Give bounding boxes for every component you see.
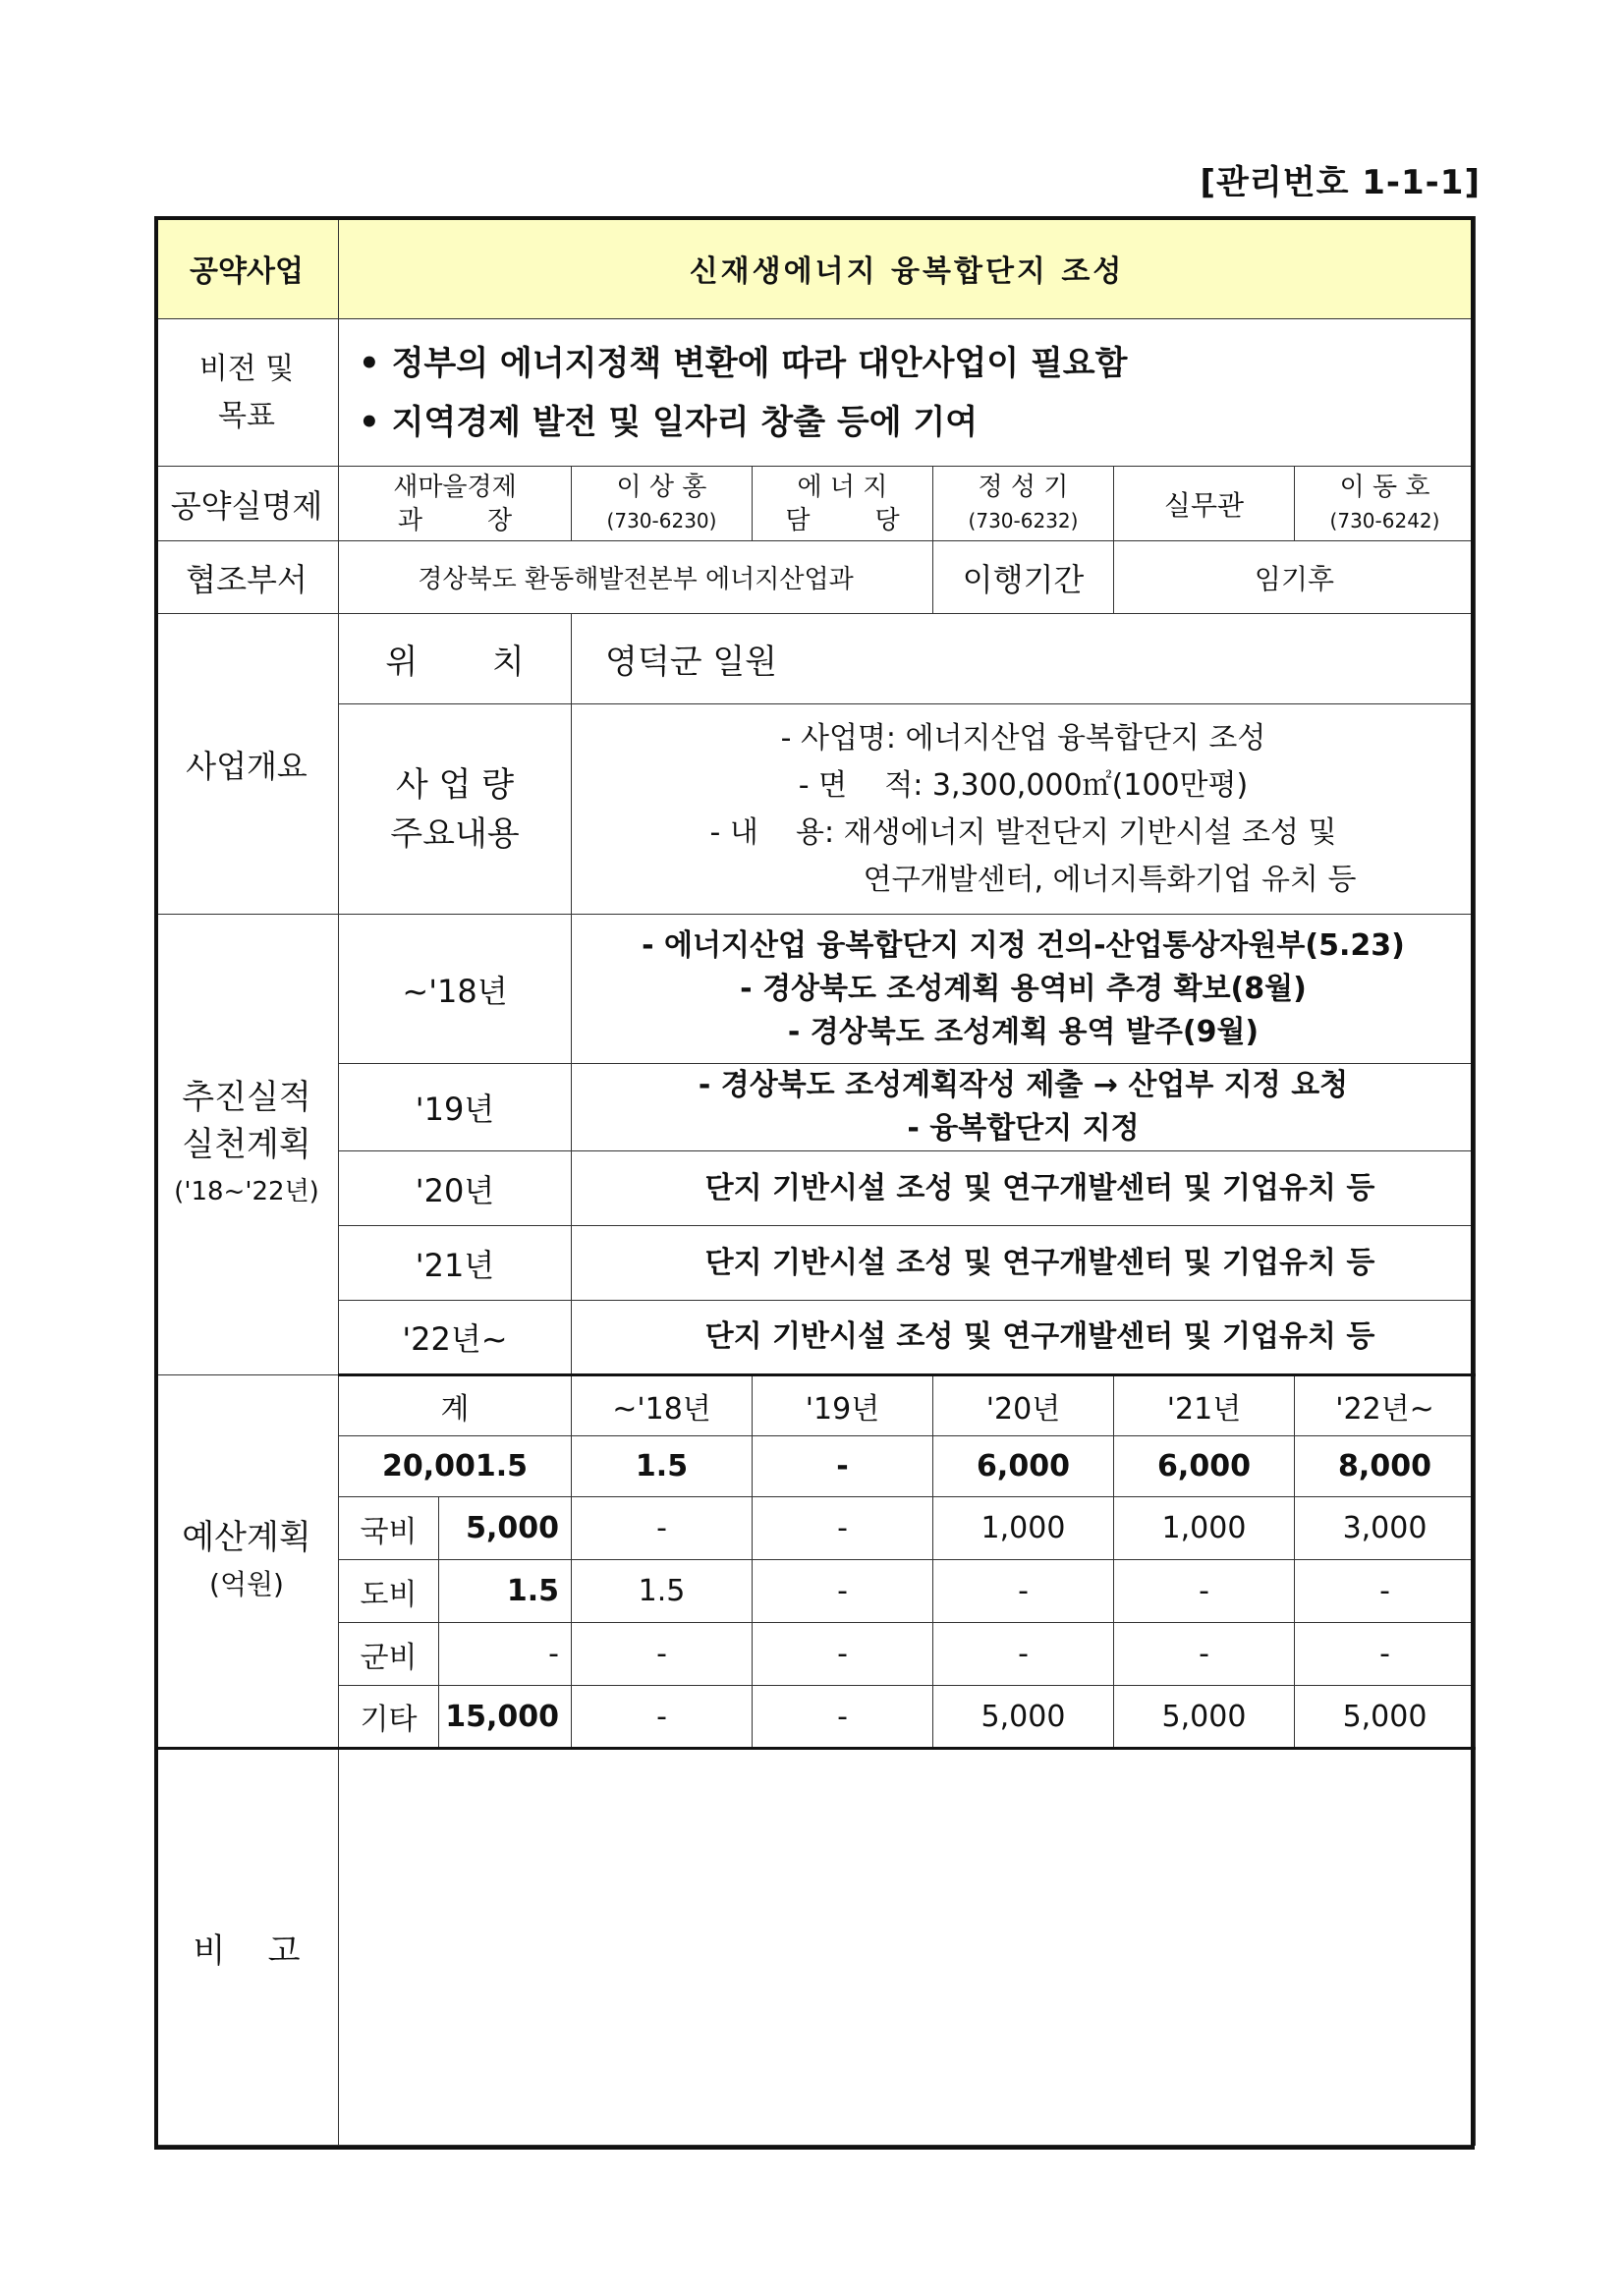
budget-cell: - bbox=[572, 1686, 753, 1749]
progress-content: 단지 기반시설 조성 및 연구개발센터 및 기업유치 등 bbox=[572, 1226, 1476, 1301]
scope-content bbox=[572, 704, 1476, 915]
budget-cell: - bbox=[1114, 1560, 1295, 1623]
budget-cell: 3,000 bbox=[1295, 1497, 1476, 1560]
budget-cell: - bbox=[753, 1623, 933, 1686]
progress-content: 단지 기반시설 조성 및 연구개발센터 및 기업유치 등 bbox=[572, 1301, 1476, 1375]
budget-cell: - bbox=[572, 1623, 753, 1686]
vision-label: 비전 및 목표 bbox=[155, 319, 339, 467]
budget-row-total: 5,000 bbox=[439, 1497, 572, 1560]
budget-label: 예산계획 (억원) bbox=[155, 1375, 339, 1749]
vision-item: • 지역경제 발전 및 일자리 창출 등에 기여 bbox=[359, 402, 979, 442]
period-label: 이행기간 bbox=[933, 541, 1114, 614]
scope-line: 연구개발센터, 에너지특화기업 유치 등 bbox=[863, 862, 1357, 897]
budget-header: '21년 bbox=[1114, 1375, 1295, 1436]
progress-item: - 에너지산업 융복합단지 지정 건의-산업통상자원부(5.23) bbox=[642, 927, 1405, 963]
overview-label: 사업개요 bbox=[155, 614, 339, 915]
budget-cell: - bbox=[753, 1686, 933, 1749]
progress-year: ~'18년 bbox=[339, 915, 572, 1064]
progress-year: '22년~ bbox=[339, 1301, 572, 1375]
budget-total: 6,000 bbox=[933, 1436, 1114, 1497]
budget-row-name: 국비 bbox=[339, 1497, 439, 1560]
progress-item: - 경상북도 조성계획 용역비 추경 확보(8월) bbox=[740, 971, 1307, 1006]
budget-cell: - bbox=[933, 1560, 1114, 1623]
progress-label: 추진실적 실천계획 ('18~'22년) bbox=[155, 915, 339, 1375]
budget-cell: - bbox=[1114, 1623, 1295, 1686]
progress-content bbox=[572, 1064, 1476, 1151]
cooperation-dept: 경상북도 환동해발전본부 에너지산업과 bbox=[339, 541, 933, 614]
budget-header: '20년 bbox=[933, 1375, 1114, 1436]
progress-content: 단지 기반시설 조성 및 연구개발센터 및 기업유치 등 bbox=[572, 1151, 1476, 1226]
budget-total: 8,000 bbox=[1295, 1436, 1476, 1497]
progress-item: - 경상북도 조성계획 용역 발주(9월) bbox=[787, 1014, 1260, 1049]
budget-row-name: 기타 bbox=[339, 1686, 439, 1749]
cooperation-label: 협조부서 bbox=[155, 541, 339, 614]
budget-header: 계 bbox=[339, 1375, 572, 1436]
budget-cell: - bbox=[753, 1497, 933, 1560]
responsible-person-1: 이 상 홍 (730-6230) bbox=[572, 467, 753, 541]
budget-cell: 5,000 bbox=[1295, 1686, 1476, 1749]
scope-line: - 면 적: 3,300,000㎡(100만평) bbox=[798, 767, 1249, 803]
progress-year: '20년 bbox=[339, 1151, 572, 1226]
location-label: 위 치 bbox=[339, 614, 572, 704]
budget-cell: - bbox=[572, 1497, 753, 1560]
budget-cell: 5,000 bbox=[933, 1686, 1114, 1749]
budget-row-total: 15,000 bbox=[439, 1686, 572, 1749]
scope-line: - 사업명: 에너지산업 융복합단지 조성 bbox=[780, 720, 1266, 756]
remarks-content bbox=[339, 1749, 1476, 2146]
responsible-title-2: 에 너 지 담 당 bbox=[753, 467, 933, 541]
scope-label: 사 업 량 주요내용 bbox=[339, 704, 572, 915]
responsible-person-2: 정 성 기 (730-6232) bbox=[933, 467, 1114, 541]
budget-total: 20,001.5 bbox=[339, 1436, 572, 1497]
responsible-person-3: 이 동 호 (730-6242) bbox=[1295, 467, 1476, 541]
progress-year: '19년 bbox=[339, 1064, 572, 1151]
budget-total: 1.5 bbox=[572, 1436, 753, 1497]
budget-total: - bbox=[753, 1436, 933, 1497]
budget-total: 6,000 bbox=[1114, 1436, 1295, 1497]
budget-cell: - bbox=[933, 1623, 1114, 1686]
budget-header: '22년~ bbox=[1295, 1375, 1476, 1436]
pledge-title: 신재생에너지 융복합단지 조성 bbox=[339, 217, 1476, 319]
budget-header: ~'18년 bbox=[572, 1375, 753, 1436]
scope-line: - 내 용: 재생에너지 발전단지 기반시설 조성 및 bbox=[709, 814, 1337, 850]
responsible-title-3: 실무관 bbox=[1114, 467, 1295, 541]
responsible-label: 공약실명제 bbox=[155, 467, 339, 541]
progress-item: - 융복합단지 지정 bbox=[907, 1111, 1140, 1146]
budget-row-total: - bbox=[439, 1623, 572, 1686]
responsible-title-1: 새마을경제 과 장 bbox=[339, 467, 572, 541]
budget-cell: 5,000 bbox=[1114, 1686, 1295, 1749]
budget-cell: - bbox=[1295, 1623, 1476, 1686]
vision-item: • 정부의 에너지정책 변환에 따라 대안사업이 필요함 bbox=[359, 343, 1128, 383]
budget-cell: 1.5 bbox=[572, 1560, 753, 1623]
management-number: [관리번호 1-1-1] bbox=[1200, 163, 1481, 202]
budget-cell: 1,000 bbox=[933, 1497, 1114, 1560]
vision-content bbox=[339, 319, 1476, 467]
progress-item: - 경상북도 조성계획작성 제출 → 산업부 지정 요청 bbox=[698, 1068, 1349, 1102]
budget-header: '19년 bbox=[753, 1375, 933, 1436]
period-value: 임기후 bbox=[1114, 541, 1476, 614]
progress-year: '21년 bbox=[339, 1226, 572, 1301]
progress-content bbox=[572, 915, 1476, 1064]
budget-row-name: 군비 bbox=[339, 1623, 439, 1686]
budget-cell: - bbox=[1295, 1560, 1476, 1623]
pledge-label: 공약사업 bbox=[155, 217, 339, 319]
budget-row-total: 1.5 bbox=[439, 1560, 572, 1623]
remarks-label: 비 고 bbox=[155, 1749, 339, 2146]
budget-cell: - bbox=[753, 1560, 933, 1623]
budget-cell: 1,000 bbox=[1114, 1497, 1295, 1560]
location-value: 영덕군 일원 bbox=[572, 614, 1476, 704]
budget-row-name: 도비 bbox=[339, 1560, 439, 1623]
pledge-table bbox=[154, 216, 1476, 2146]
